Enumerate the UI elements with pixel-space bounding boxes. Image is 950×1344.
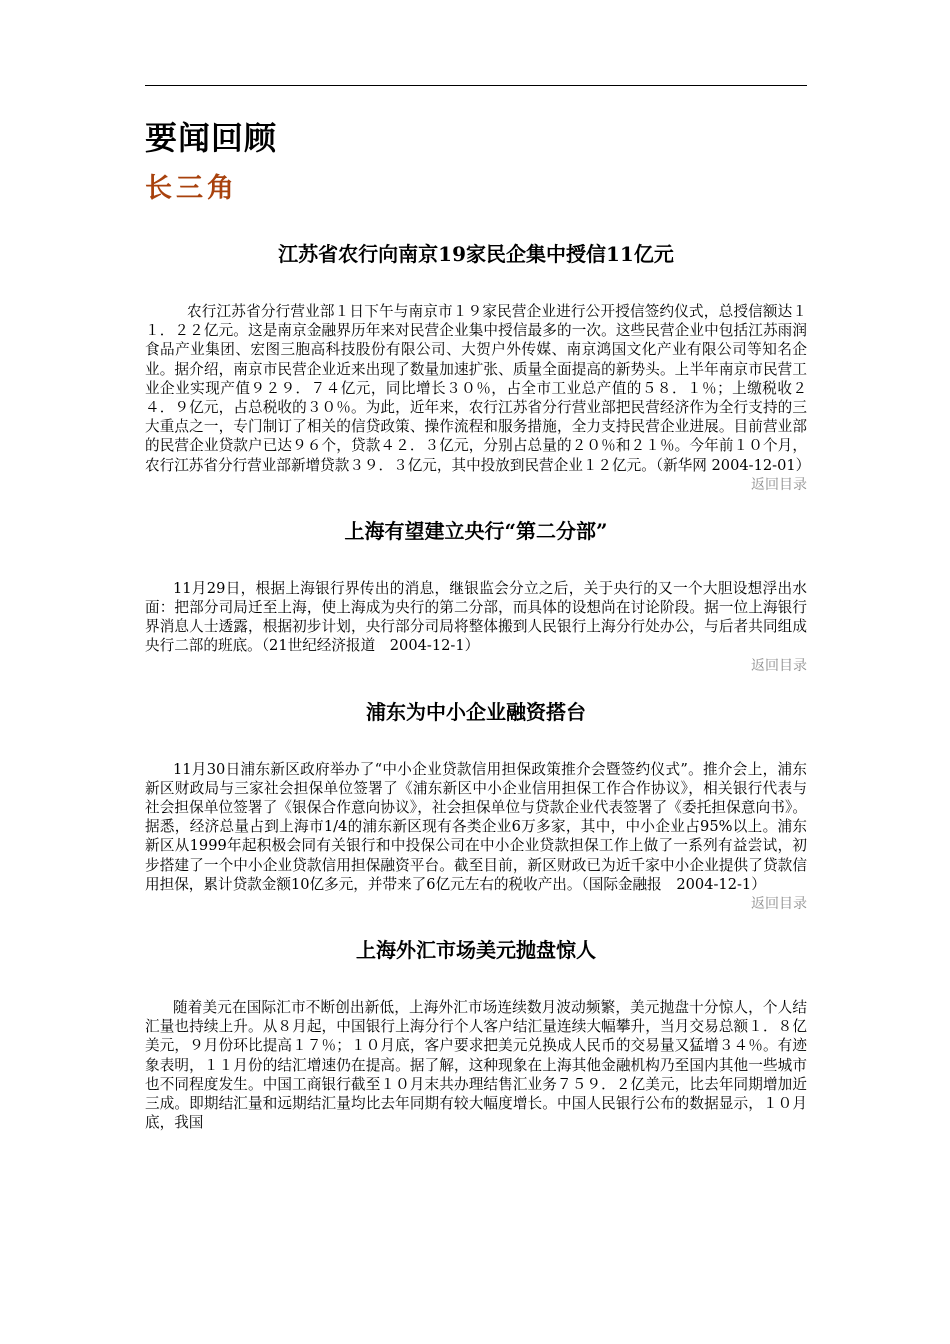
article-title: 江苏省农行向南京19家民企集中授信11亿元 xyxy=(278,242,674,266)
article-1 xyxy=(145,240,811,495)
back-to-toc-link[interactable]: 返回目录 xyxy=(751,657,807,674)
article-title: 浦东为中小企业融资搭台 xyxy=(366,699,586,724)
back-to-toc-link[interactable]: 返回目录 xyxy=(751,896,807,913)
news-review-page xyxy=(145,118,811,1132)
region-title: 长三角 xyxy=(145,173,238,204)
article-body: 11月30日浦东新区政府举办了“中小企业贷款信用担保政策推介会暨签约仪式”。推介会上，浦东新区财政局与三家社会担保单位签署了《浦东新区中小企业信用担保工作合作协议》，相关银行代表与社会担保单位签署了《银保合作意向协议》，社会担保单位与贷款企业代表签署了《委托担保意向书》。据悉，经济总量占到上海市1/4的浦东新区现有各类企业6万多家，其中，中小企业占95%以上。浦东新区从1999年起积极会同有关银行和中投保公司在中小企业贷款担保工作上做了一系列有益尝试，初步搭建了一个中小企业贷款信用担保融资平台。截至目前，新区财政已为近千家中小企业提供了贷款信用担保，累计贷款金额10亿多元，并带来了6亿元左右的税收产出。（国际金融报 2004-12-1） xyxy=(145,760,807,893)
back-to-toc-link[interactable]: 返回目录 xyxy=(751,476,807,493)
article-body: 11月29日，根据上海银行界传出的消息，继银监会分立之后，关于央行的又一个大胆设想浮出水面：把部分司局迁至上海，使上海成为央行的第二分部，而具体的设想尚在讨论阶段。据一位上海银行界消息人士透露，根据初步计划，央行部分司局将整体搬到人民银行上海分行处办公，与后者共同组成央行二部的班底。（21世纪经济报道 2004-12-1） xyxy=(145,579,807,655)
article-4 xyxy=(145,936,807,1132)
section-title: 要闻回顾 xyxy=(145,119,278,157)
article-title: 上海外汇市场美元抛盘惊人 xyxy=(356,938,596,963)
article-body: 农行江苏省分行营业部１日下午与南京市１９家民营企业进行公开授信签约仪式，总授信额达１１．２２亿元。这是南京金融界历年来对民营企业集中授信最多的一次。这些民营企业中包括江苏雨润食品产业集团、宏图三胞高科技股份有限公司、大贺户外传媒、南京鸿国文化产业有限公司等知名企业。据介绍，南京市民营企业近来出现了数量加速扩张、质量全面提高的新势头。上半年南京市民营工业企业实现产值９２９．７４亿元，同比增长３０％，占全市工业总产值的５８．１％；上缴税收２４．９亿元，占总税收的３０％。为此，近年来，农行江苏省分行营业部把民营经济作为全行支持的三大重点之一，专门制订了相关的信贷政策、操作流程和服务措施，全力支持民营企业进展。目前营业部的民营企业贷款户已达９６个，贷款４２．３亿元，分别占总量的２０％和２１％。今年前１０个月，农行江苏省分行营业部新增贷款３９．３亿元，其中投放到民营企业１２亿元。（新华网 2004-12-01） xyxy=(145,303,811,474)
article-3 xyxy=(145,698,807,914)
article-body: 随着美元在国际汇市不断创出新低，上海外汇市场连续数月波动频繁，美元抛盘十分惊人，个人结汇量也持续上升。从８月起，中国银行上海分行个人客户结汇量连续大幅攀升，当月交易总额１．８亿美元，９月份环比提高１７％；１０月底，客户要求把美元兑换成人民币的交易量又猛增３４％。有迹象表明，１１月份的结汇增速仍在提高。据了解，这种现象在上海其他金融机构乃至国内其他一些城市也不同程度发生。中国工商银行截至１０月末共办理结售汇业务７５９．２亿美元，比去年同期增加近三成。即期结汇量和远期结汇量均比去年同期有较大幅度增长。中国人民银行公布的数据显示，１０月底，我国 xyxy=(145,999,807,1132)
top-rule xyxy=(145,85,807,86)
article-title: 上海有望建立央行“第二分部” xyxy=(344,518,608,543)
article-2 xyxy=(145,517,807,676)
